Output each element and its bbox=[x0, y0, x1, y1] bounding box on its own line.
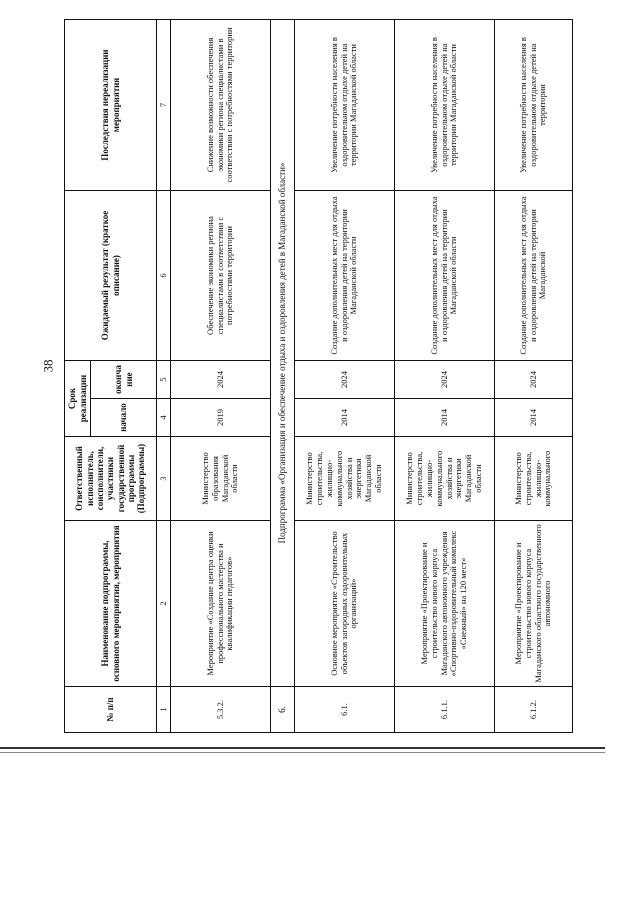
subprogram-row bbox=[271, 20, 295, 733]
cell-consequence: Увеличение потребности населения в оздоровительном отдыхе детей на территории Магаданской области bbox=[295, 20, 395, 191]
subprogram-title: Подпрограмма «Организация и обеспечение отдыха и оздоровления детей в Магаданской области» bbox=[271, 20, 295, 687]
subprogram-num: 6. bbox=[271, 687, 295, 733]
cell-executor: Министерство строительства, жилищно-коммунального bbox=[495, 437, 573, 521]
header-consequence: Последствия нереализации мероприятия bbox=[65, 20, 157, 191]
header-row bbox=[65, 20, 91, 733]
table-container bbox=[64, 20, 572, 733]
cell-consequence: Увеличение потребности населения в оздоровительном отдыхе детей на территории bbox=[495, 20, 573, 191]
cell-executor: Министерство образования Магаданской области bbox=[171, 437, 271, 521]
table-row bbox=[171, 20, 271, 733]
header-num: № п/п bbox=[65, 687, 157, 733]
cell-end: 2024 bbox=[171, 361, 271, 399]
cell-executor: Министерство строительства, жилищно-коммунального хозяйства и энергетики Магаданской области bbox=[295, 437, 395, 521]
column-numbers-row bbox=[157, 20, 171, 733]
header-end: оконча ние bbox=[91, 361, 157, 399]
colnum: 6 bbox=[157, 191, 171, 361]
program-table bbox=[64, 19, 573, 733]
cell-num: 5.3.2. bbox=[171, 687, 271, 733]
cell-consequence: Увеличение потребности населения в оздоровительном отдыхе детей на территории Магаданской области bbox=[395, 20, 495, 191]
colnum: 7 bbox=[157, 20, 171, 191]
cell-result: Обеспечение экономики региона специалистами в соответствии с потребностями территории bbox=[171, 191, 271, 361]
cell-executor: Министерство строительства, жилищно-коммунального хозяйства и энергетики Магаданской области bbox=[395, 437, 495, 521]
colnum: 1 bbox=[157, 687, 171, 733]
cell-end: 2024 bbox=[395, 361, 495, 399]
cell-start: 2014 bbox=[495, 399, 573, 437]
table-row bbox=[495, 20, 573, 733]
colnum: 3 bbox=[157, 437, 171, 521]
cell-result: Создание дополнительных мест для отдыха и оздоровления детей на территории Магаданской области bbox=[295, 191, 395, 361]
cell-start: 2014 bbox=[295, 399, 395, 437]
cell-num: 6.1.1. bbox=[395, 687, 495, 733]
cell-name: Мероприятие «Проектирование и строительство нового корпуса Магаданского автономного учреждения «Спортивно-оздоровительный комплекс «Снежный» на 120 мест» bbox=[395, 521, 495, 687]
cell-name: Мероприятие «Проектирование и строительство нового корпуса Магаданского областного государственного автономного bbox=[495, 521, 573, 687]
cell-result: Создание дополнительных мест для отдыха и оздоровления детей на территории Магаданской bbox=[495, 191, 573, 361]
header-term: Срок реализации bbox=[65, 361, 91, 437]
cell-start: 2014 bbox=[395, 399, 495, 437]
table-row bbox=[295, 20, 395, 733]
page-number: 38 bbox=[40, 359, 56, 373]
cell-name: Основное мероприятие «Строительство объектов загородных оздоровительных организаций» bbox=[295, 521, 395, 687]
colnum: 4 bbox=[157, 399, 171, 437]
cell-num: 6.1. bbox=[295, 687, 395, 733]
colnum: 5 bbox=[157, 361, 171, 399]
scan-edge-line bbox=[0, 752, 605, 753]
scan-edge-line bbox=[0, 747, 605, 749]
cell-end: 2024 bbox=[495, 361, 573, 399]
cell-end: 2024 bbox=[295, 361, 395, 399]
cell-num: 6.1.2. bbox=[495, 687, 573, 733]
colnum: 2 bbox=[157, 521, 171, 687]
cell-consequence: Снижение возможности обеспечения экономики региона специалистами в соответствии с потребностями территории bbox=[171, 20, 271, 191]
header-start: начало bbox=[91, 399, 157, 437]
header-executor: Ответственный исполнитель, соисполнители, участники государственной программы (Подпрограммы) bbox=[65, 437, 157, 521]
table-row bbox=[395, 20, 495, 733]
header-name: Наименование подпрограммы, основного мероприятия, мероприятия bbox=[65, 521, 157, 687]
header-result: Ожидаемый результат (краткое описание) bbox=[65, 191, 157, 361]
cell-result: Создание дополнительных мест для отдыха и оздоровления детей на территории Магаданской области bbox=[395, 191, 495, 361]
cell-name: Мероприятие «Создание центра оценки профессионального мастерства и квалификации педагогов» bbox=[171, 521, 271, 687]
cell-start: 2019 bbox=[171, 399, 271, 437]
